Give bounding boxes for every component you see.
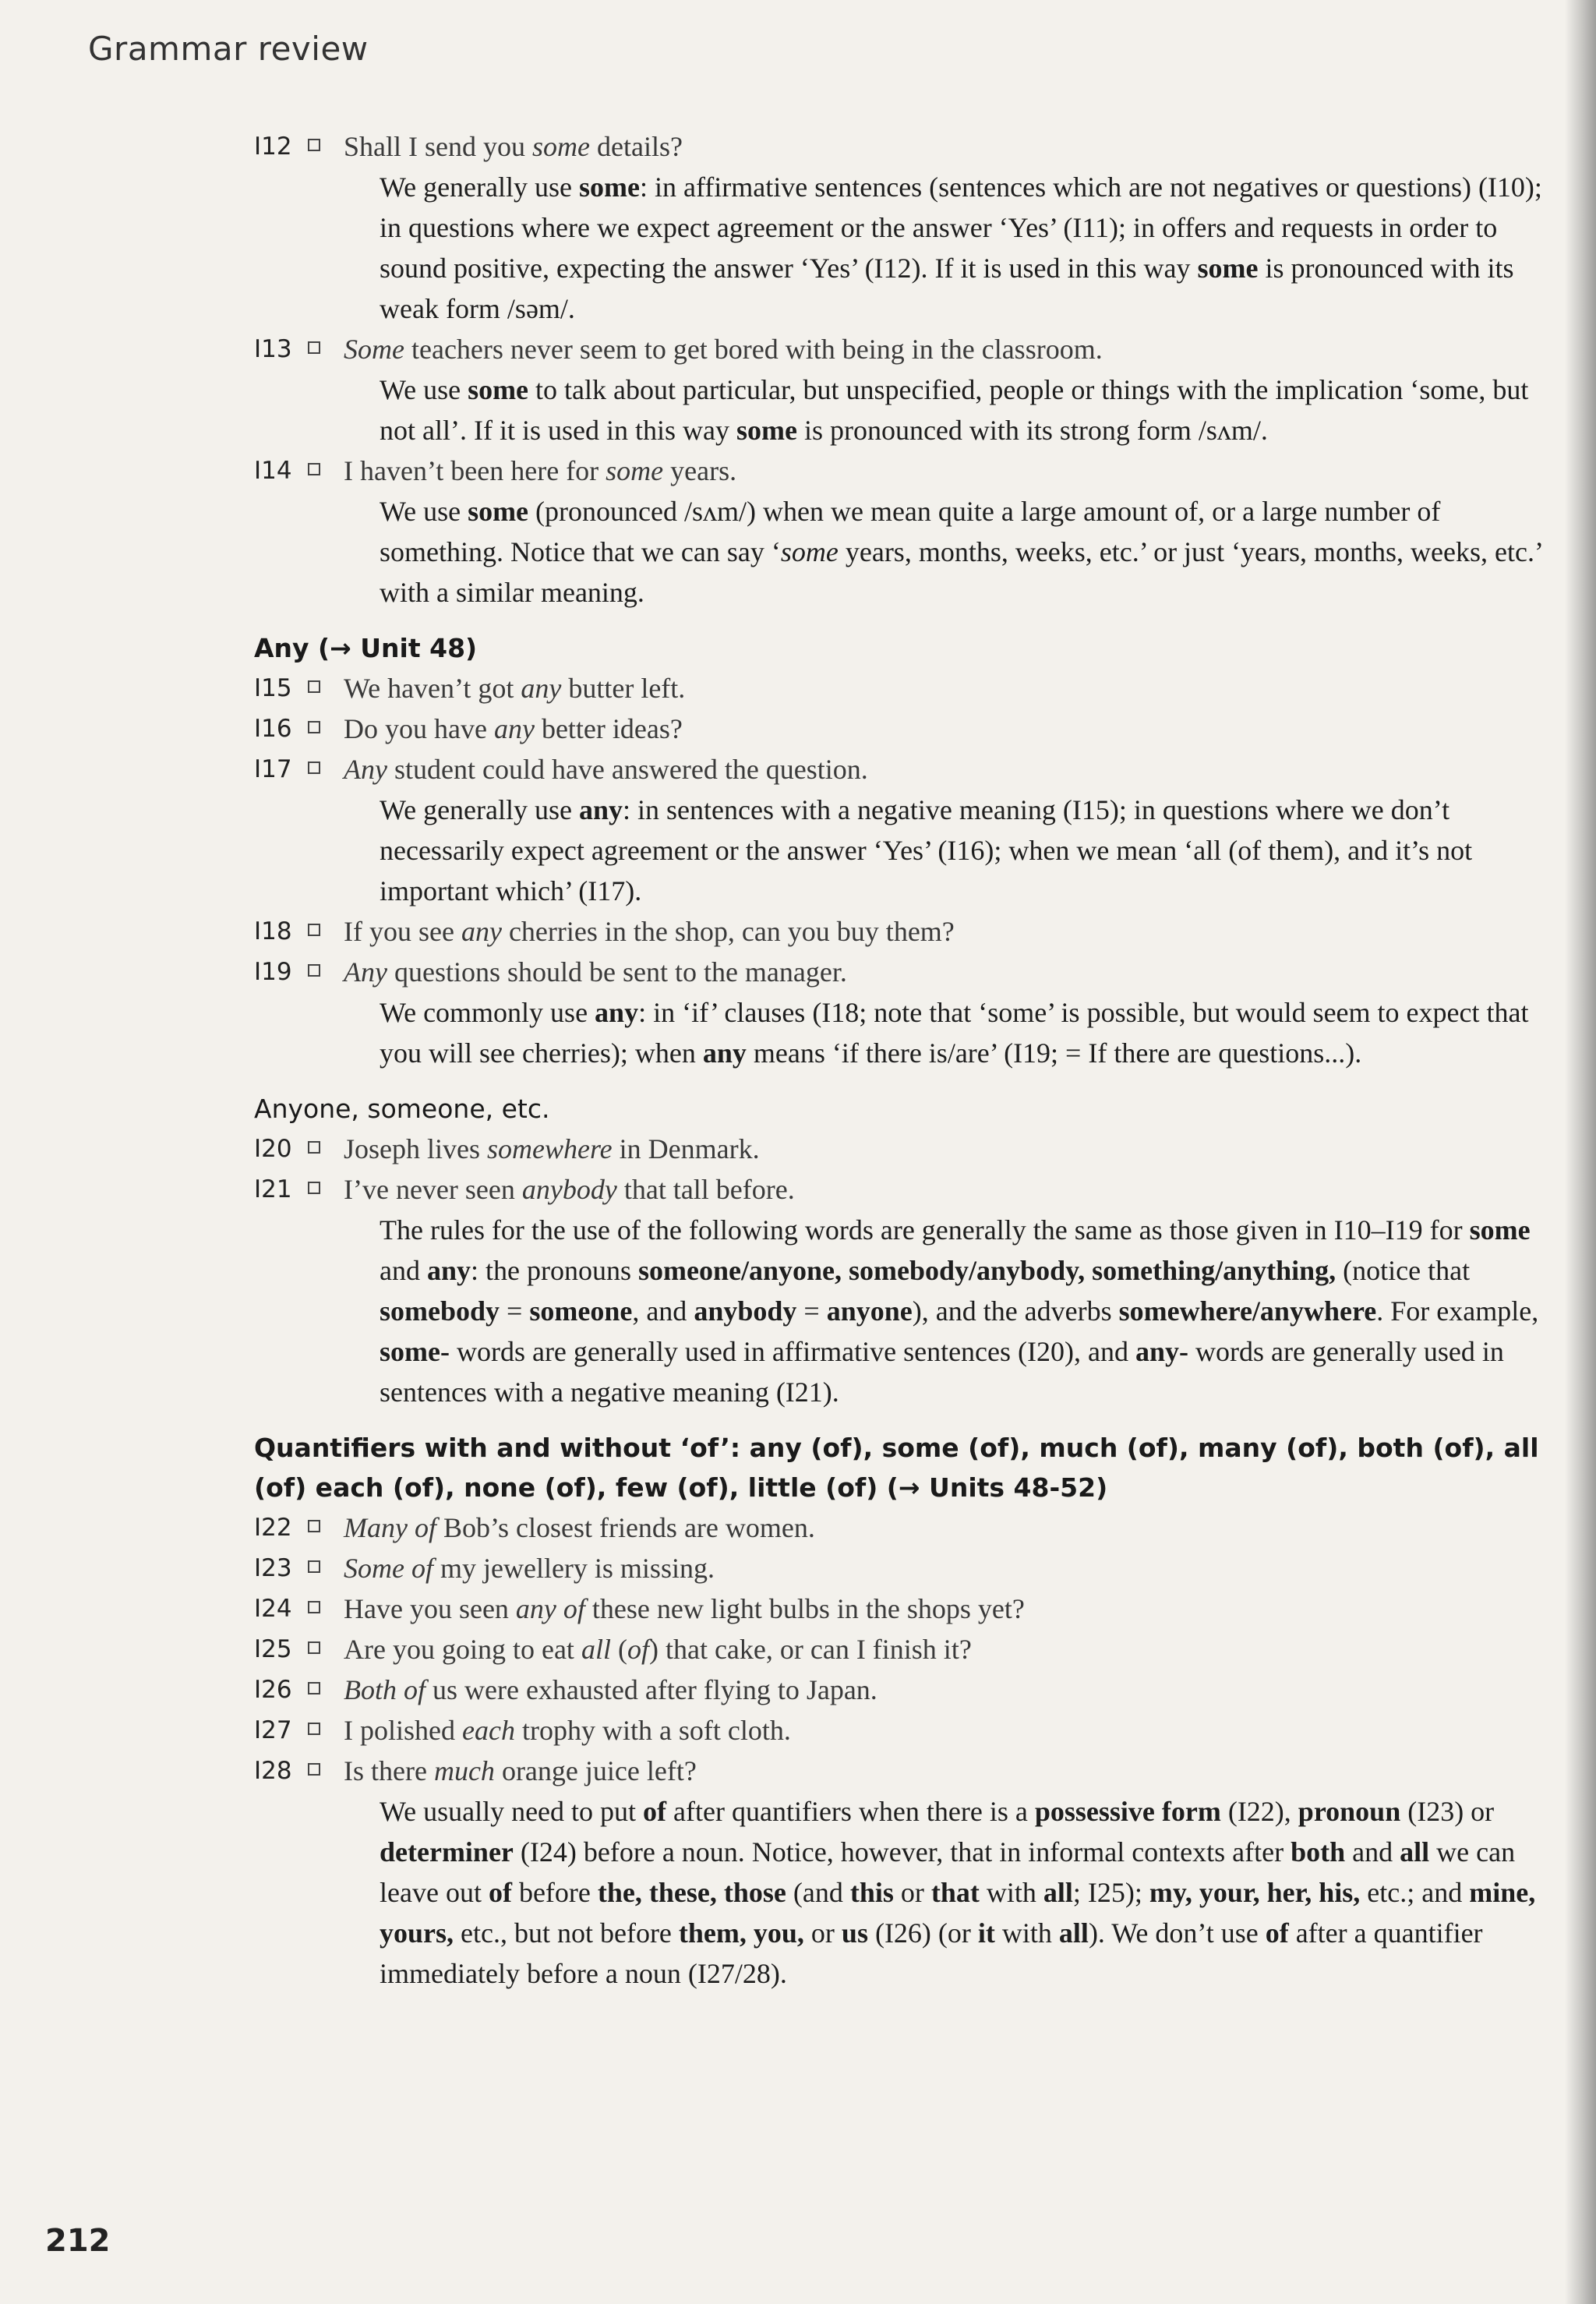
checkbox-icon: [308, 1141, 320, 1154]
example-item: [254, 749, 1555, 790]
checkbox-icon: [308, 1763, 320, 1776]
page-number: 212: [45, 2223, 111, 2259]
explanation-paragraph: We usually need to put of after quantifiers when there is a possessive form (I22), pronoun (I23) or determiner (I24) before a noun. Notice, however, that in informal contexts after both and all we can leave out of before the, these, those (and this or that with all; I25); my, your, her, his, etc.; and mine, yours, etc., but not before them, you, or us (I26) (or it with all). We don’t use of after a quantifier immediately before a noun (I27/28).: [380, 1796, 1536, 1989]
checkbox-icon: [308, 463, 320, 475]
example-code: I28: [254, 1757, 292, 1785]
checkbox-icon: [308, 680, 320, 693]
example-sentence: We haven’t got any butter left.: [344, 668, 1555, 709]
example-sentence: I’ve never seen anybody that tall before.: [344, 1169, 1555, 1210]
example-code: I16: [254, 715, 292, 743]
example-code: I15: [254, 674, 292, 702]
checkbox-icon: [308, 341, 320, 354]
explanation-paragraph: We use some to talk about particular, but unspecified, people or things with the implication ‘some, but not all’. If it is used in this way some is pronounced with its strong form /sʌm/.: [380, 374, 1529, 446]
checkbox-icon: [308, 1560, 320, 1573]
example-sentence: Are you going to eat all (of) that cake, or can I finish it?: [344, 1629, 1555, 1670]
checkbox-icon: [308, 1682, 320, 1694]
explanation-paragraph: We generally use any: in sentences with a negative meaning (I15); in questions where we don’t necessarily expect agreement or the answer ‘Yes’ (I16); when we mean ‘all (of them), and it’s not important which’ (I17).: [380, 794, 1473, 906]
example-sentence: Is there much orange juice left?: [344, 1751, 1555, 1791]
example-item: [254, 329, 1555, 369]
example-sentence: Some teachers never seem to get bored with being in the classroom.: [344, 329, 1555, 369]
section-heading-any: Any (→ Unit 48): [254, 633, 478, 663]
example-item: [254, 1129, 1555, 1169]
example-item: [254, 1548, 1555, 1588]
example-code: I13: [254, 335, 292, 363]
example-item: [254, 1629, 1555, 1670]
explanation-paragraph: We commonly use any: in ‘if’ clauses (I18; note that ‘some’ is possible, but would seem to expect that you will see cherries); when any means ‘if there is/are’ (I19; = If there are questions...).: [380, 997, 1529, 1069]
example-item: [254, 709, 1555, 749]
example-code: I24: [254, 1595, 292, 1623]
example-sentence: Shall I send you some details?: [344, 126, 1555, 167]
explanation-paragraph: We generally use some: in affirmative sentences (sentences which are not negatives or questions) (I10); in questions where we expect agreement or the answer ‘Yes’ (I11); in offers and requests in order to sound positive, expecting the answer ‘Yes’ (I12). If it is used in this way some is pronounced with its weak form /səm/.: [380, 171, 1542, 324]
example-code: I22: [254, 1514, 292, 1542]
example-sentence: Have you seen any of these new light bulbs in the shops yet?: [344, 1588, 1555, 1629]
checkbox-icon: [308, 1520, 320, 1532]
checkbox-icon: [308, 1641, 320, 1654]
example-item: [254, 1507, 1555, 1548]
explanation-paragraph: We use some (pronounced /sʌm/) when we mean quite a large amount of, or a large number of something. Notice that we can say ‘some years, months, weeks, etc.’ or just ‘years, months, weeks, etc.’ with a similar meaning.: [380, 496, 1542, 608]
example-sentence: Some of my jewellery is missing.: [344, 1548, 1555, 1588]
example-sentence: I haven’t been here for some years.: [344, 451, 1555, 491]
example-item: [254, 952, 1555, 992]
checkbox-icon: [308, 1182, 320, 1194]
example-code: I26: [254, 1676, 292, 1704]
page-edge-shadow: [1565, 0, 1596, 2304]
explanation-paragraph: The rules for the use of the following words are generally the same as those given in I10–I19 for some and any: the pronouns someone/anyone, somebody/anybody, something/anything, (notice that somebody = someone, and anybody = anyone), and the adverbs somewhere/anywhere. For example, some- words are generally used in affirmative sentences (I20), and any- words are generally used in sentences with a negative meaning (I21).: [380, 1214, 1539, 1408]
example-item: [254, 668, 1555, 709]
checkbox-icon: [308, 1723, 320, 1735]
example-code: I20: [254, 1135, 292, 1163]
section-heading-quantifiers: Quantifiers with and without ‘of’: any (of), some (of), much (of), many (of), both (of), all (of) each (of), none (of), few (of), little (of) (→ Units 48-52): [254, 1433, 1539, 1503]
example-code: I18: [254, 917, 292, 945]
example-item: [254, 1588, 1555, 1629]
example-sentence: Both of us were exhausted after flying to Japan.: [344, 1670, 1555, 1710]
running-head: Grammar review: [88, 30, 369, 68]
example-sentence: I polished each trophy with a soft cloth.: [344, 1710, 1555, 1751]
example-item: [254, 1670, 1555, 1710]
checkbox-icon: [308, 139, 320, 151]
example-item: [254, 1751, 1555, 1791]
checkbox-icon: [308, 721, 320, 733]
example-code: I25: [254, 1635, 292, 1663]
example-item: [254, 911, 1555, 952]
example-item: [254, 451, 1555, 491]
example-code: I17: [254, 755, 292, 783]
example-code: I19: [254, 958, 292, 986]
example-sentence: Do you have any better ideas?: [344, 709, 1555, 749]
example-code: I23: [254, 1554, 292, 1582]
page-content: [254, 126, 1555, 1994]
example-item: [254, 1169, 1555, 1210]
example-sentence: Any student could have answered the question.: [344, 749, 1555, 790]
checkbox-icon: [308, 1601, 320, 1613]
checkbox-icon: [308, 762, 320, 774]
example-item: [254, 1710, 1555, 1751]
example-sentence: Any questions should be sent to the manager.: [344, 952, 1555, 992]
example-item: [254, 126, 1555, 167]
checkbox-icon: [308, 964, 320, 977]
example-code: I12: [254, 133, 292, 161]
checkbox-icon: [308, 924, 320, 936]
example-sentence: If you see any cherries in the shop, can you buy them?: [344, 911, 1555, 952]
example-code: I14: [254, 457, 292, 485]
example-code: I27: [254, 1716, 292, 1744]
section-heading-anyone: Anyone, someone, etc.: [254, 1094, 550, 1124]
example-sentence: Many of Bob’s closest friends are women.: [344, 1507, 1555, 1548]
example-sentence: Joseph lives somewhere in Denmark.: [344, 1129, 1555, 1169]
example-code: I21: [254, 1175, 292, 1203]
